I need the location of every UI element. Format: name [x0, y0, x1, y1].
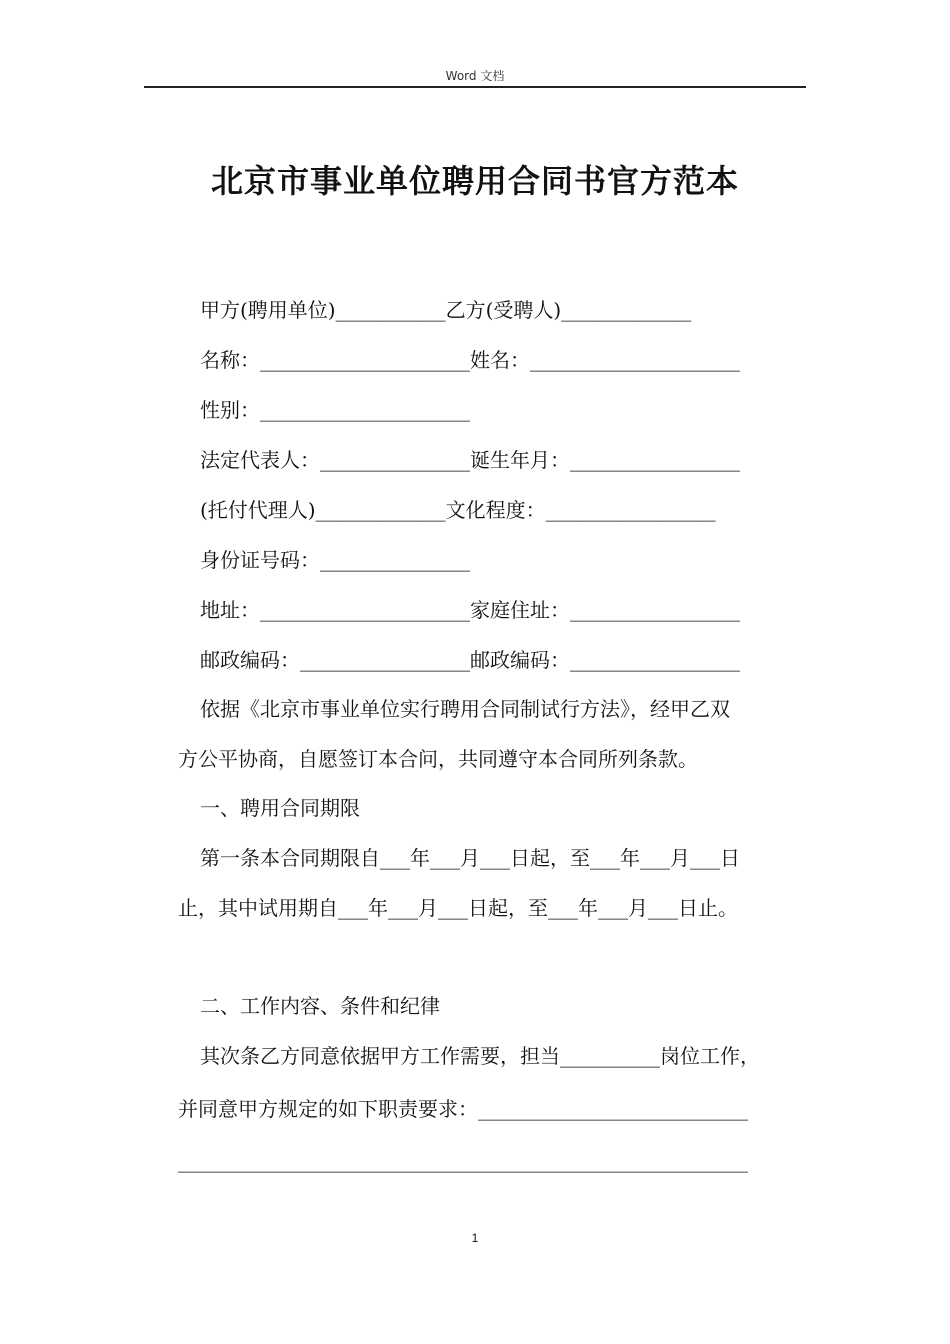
page-header: Word 文档	[445, 69, 505, 83]
postcode-line: 邮政编码：_________________邮政编码：_________________	[200, 648, 740, 672]
id-number-line: 身份证号码：_______________	[200, 548, 470, 572]
paragraph-line: 方公平协商，自愿签订本合问，共同遵守本合同所列条款。	[178, 747, 698, 771]
paragraph-line: 第一条本合同期限自___年___月___日起，至___年___月___日	[200, 846, 740, 870]
section-heading: 二、工作内容、条件和纪律	[200, 994, 440, 1018]
document-title: 北京市事业单位聘用合同书官方范本	[210, 162, 739, 200]
gender-line: 性别：_____________________	[200, 398, 470, 422]
name-line: 名称：_____________________姓名：_____________________	[200, 348, 740, 372]
header-divider	[144, 86, 806, 88]
paragraph-line: 并同意甲方规定的如下职责要求：___________________________	[178, 1097, 748, 1121]
party-line: 甲方(聘用单位)___________乙方(受聘人)_____________	[200, 298, 692, 322]
blank-fill-line: _________________________________________________________	[178, 1149, 748, 1173]
legal-rep-line: 法定代表人：_______________诞生年月：_________________	[200, 448, 740, 472]
section-heading: 一、聘用合同期限	[200, 796, 360, 820]
address-line: 地址：_____________________家庭住址：_________________	[200, 598, 740, 622]
paragraph-line: 止，其中试用期自___年___月___日起，至___年___月___日止。	[178, 896, 738, 920]
paragraph-line: 依据《北京市事业单位实行聘用合同制试行方法》，经甲乙双	[200, 697, 730, 721]
agent-line: (托付代理人)_____________文化程度：_________________	[200, 498, 716, 522]
page-number: 1	[471, 1231, 479, 1245]
paragraph-line: 其次条乙方同意依据甲方工作需要，担当__________岗位工作，	[200, 1044, 760, 1068]
